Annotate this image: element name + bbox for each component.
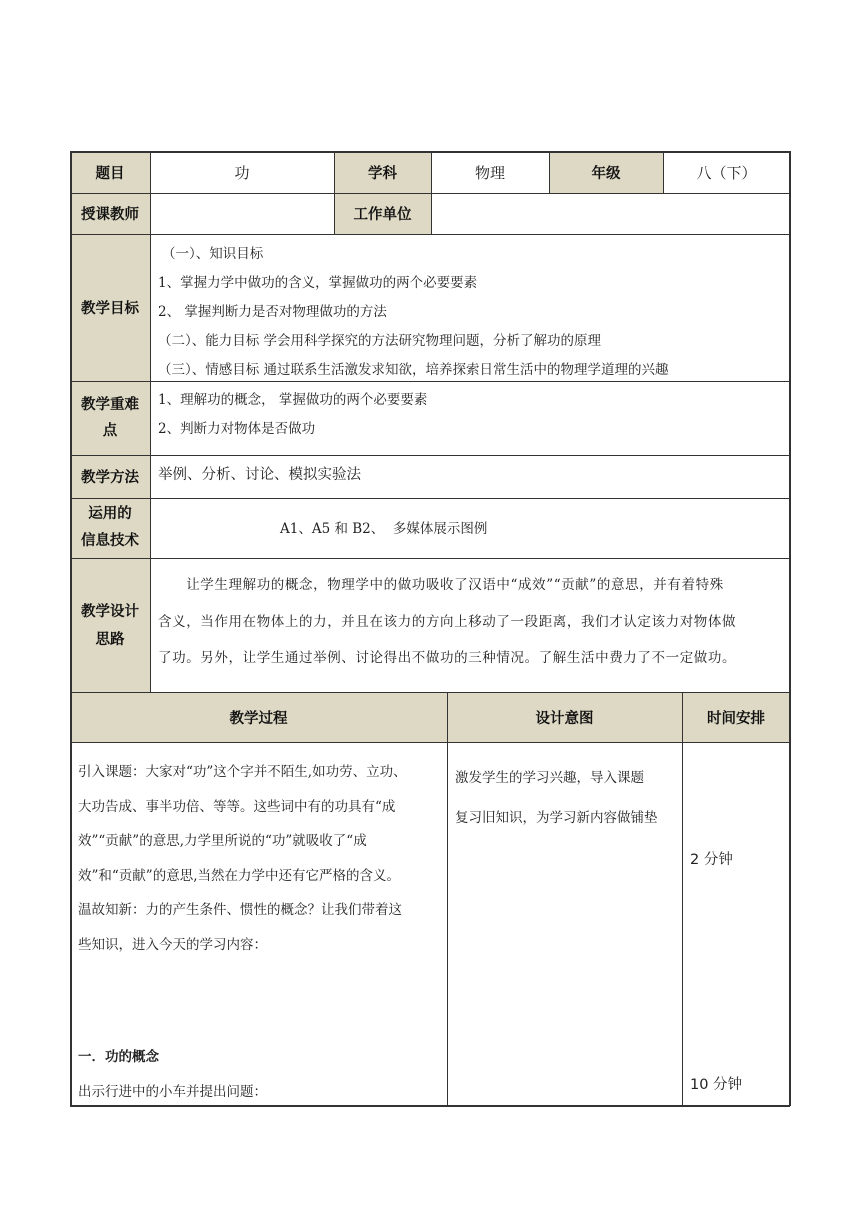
unit-label: 工作单位: [353, 207, 412, 223]
topic-value: 功: [234, 163, 250, 182]
table-border: [70, 558, 790, 559]
design-line: 让学生理解功的概念，物理学中的做功吸收了汉语中“成效”“贡献”的意思，并有着特殊: [158, 577, 724, 593]
design-text: [158, 571, 786, 674]
method-label: 教学方法: [81, 470, 139, 486]
section-line: 出示行进中的小车并提出问题：: [78, 1084, 267, 1100]
col-intent-header: 设计意图: [535, 710, 594, 727]
goals-label: 教学目标: [81, 301, 139, 317]
process-line: 大功告成、事半功倍、等等。这些词中有的功具有“成: [78, 798, 396, 815]
keypoints-label-line: 教学重难: [81, 397, 139, 413]
process-line: 些知识，进入今天的学习内容：: [78, 936, 267, 953]
design-line: 含义，当作用在物体上的力，并且在该力的方向上移动了一段距离，我们才认定该力对物体做: [158, 613, 737, 630]
process-line: 引入课题：大家对“功”这个字并不陌生,如功劳、立功、: [78, 764, 407, 780]
table-border: [70, 455, 790, 456]
design-label: [70, 558, 150, 692]
goal-line: （一）、知识目标: [162, 246, 264, 262]
time-value: 2 分钟: [690, 852, 733, 868]
it-label: [70, 498, 150, 558]
topic-label: 题目: [95, 165, 125, 182]
method-value: 举例、分析、讨论、模拟实验法: [158, 467, 361, 483]
intent-line: 激发学生的学习兴趣，导入课题: [455, 770, 644, 786]
teacher-value: [150, 193, 334, 234]
time-value: 10 分钟: [690, 1077, 743, 1093]
table-border: [70, 498, 790, 499]
design-label-line: 思路: [95, 632, 125, 648]
intent-line: 复习旧知识，为学习新内容做铺垫: [455, 810, 658, 826]
table-border: [70, 234, 790, 235]
design-line: 了功。另外，让学生通过举例、讨论得出不做功的三种情况。了解生活中费力了不一定做功。: [158, 650, 737, 666]
teacher-label: 授课教师: [81, 207, 139, 223]
col-time-header: 时间安排: [707, 710, 765, 727]
section-heading: 一．功的概念: [78, 1049, 159, 1065]
table-border: [447, 692, 448, 1106]
keypoint-line: 2、判断力对物体是否做功: [158, 421, 316, 437]
grade-label: 年级: [591, 165, 621, 182]
subject-label: 学科: [368, 165, 397, 182]
goal-line: （三）、情感目标 通过联系生活激发求知欲，培养探索日常生活中的物理学道理的兴趣: [158, 362, 669, 378]
table-border: [682, 692, 683, 1106]
keypoints-label: [70, 381, 150, 455]
design-label-line: 教学设计: [81, 604, 139, 620]
it-label-line: 信息技术: [81, 533, 139, 549]
keypoints-label-line: 点: [102, 423, 118, 439]
process-line: 效”“贡献”的意思,力学里所说的“功”就吸收了“成: [78, 833, 367, 849]
process-line: 效”和“贡献”的意思,当然在力学中还有它严格的含义。: [78, 867, 400, 884]
keypoint-line: 1、理解功的概念， 掌握做功的两个必要要素: [158, 392, 428, 408]
goal-line: 2、 掌握判断力是否对物理做功的方法: [158, 304, 387, 320]
process-text: [78, 760, 444, 962]
unit-value: [431, 193, 789, 234]
goal-line: 1、掌握力学中做功的含义，掌握做功的两个必要要素: [158, 275, 478, 291]
goal-line: （二）、能力目标 学会用科学探究的方法研究物理问题，分析了解功的原理: [158, 333, 602, 349]
it-value: A1、A5 和 B2、 多媒体展示图例: [280, 521, 488, 537]
table-border: [70, 381, 790, 382]
grade-value: 八（下）: [696, 163, 757, 182]
process-line: 温故知新：力的产生条件、惯性的概念？让我们带着这: [78, 902, 402, 918]
subject-value: 物理: [474, 163, 505, 182]
table-border: [789, 151, 791, 1106]
col-process-header: 教学过程: [229, 710, 288, 727]
it-label-line: 运用的: [88, 506, 132, 522]
